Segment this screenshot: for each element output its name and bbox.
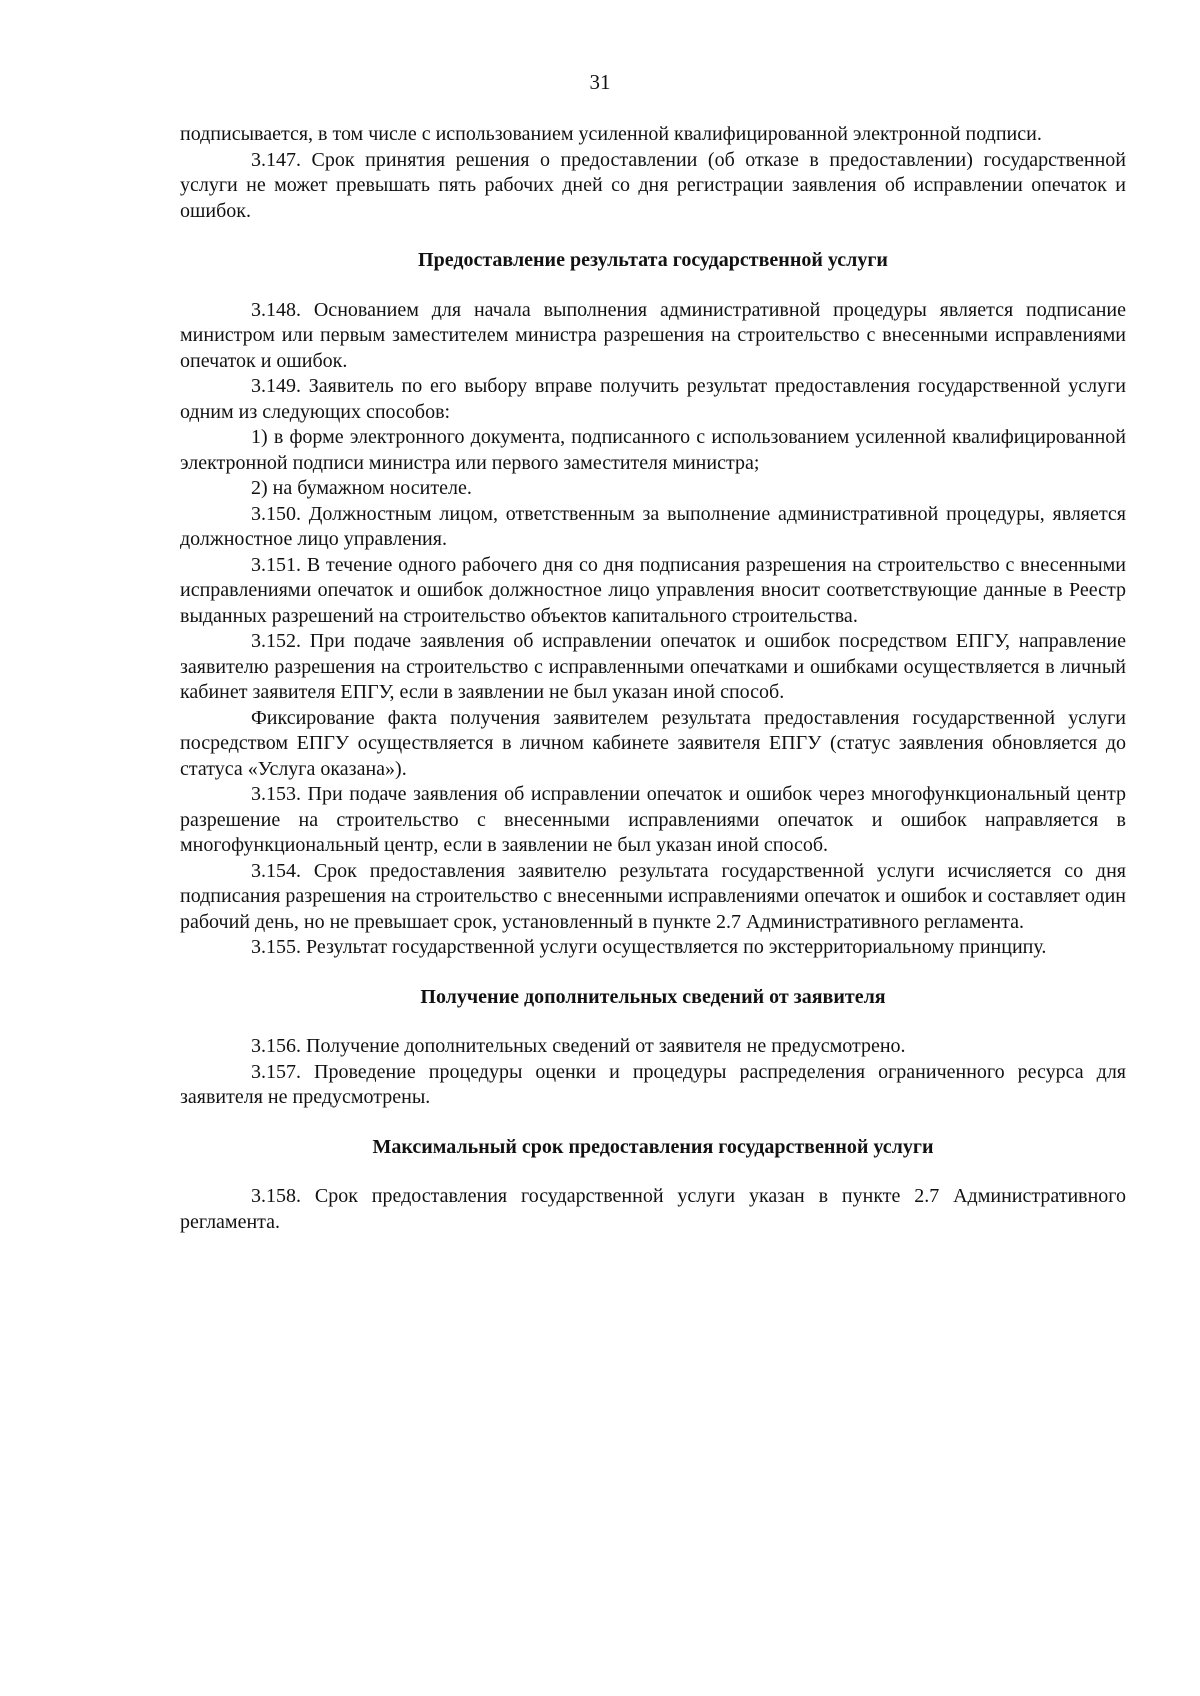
page-number: 31 [589, 70, 611, 94]
heading-max-term: Максимальный срок предоставления государственной услуги [372, 1135, 934, 1158]
heading-additional-info: Получение дополнительных сведений от заявителя [420, 985, 886, 1008]
document-body [180, 122, 1126, 1235]
paragraph-intro: подписывается, в том числе с использованием усиленной квалифицированной электронной подписи. [180, 123, 1042, 145]
paragraph-3-155: 3.155. Результат государственной услуги осуществляется по экстерриториальному принципу. [251, 936, 1047, 958]
paragraph-3-158: 3.158. Срок предоставления государственной услуги указан в пункте 2.7 Административного регламента. [180, 1185, 1126, 1233]
paragraph-3-154: 3.154. Срок предоставления заявителю результата государственной услуги исчисляется со дня подписания разрешения на строительство с внесенными исправлениями опечаток и ошибок и составляет один рабочий день, но не превышает срок, установленный в пункте 2.7 Административного регламента. [180, 859, 1126, 933]
paragraph-3-149-item-2: 2) на бумажном носителе. [251, 477, 472, 499]
paragraph-3-149-item-1: 1) в форме электронного документа, подписанного с использованием усиленной квалифицированной электронной подписи министра или первого заместителя министра; [180, 426, 1126, 474]
paragraph-3-148: 3.148. Основанием для начала выполнения административной процедуры является подписание министром или первым заместителем министра разрешения на строительство с внесенными исправлениями опечаток и ошибок. [180, 298, 1126, 372]
paragraph-3-157: 3.157. Проведение процедуры оценки и процедуры распределения ограниченного ресурса для заявителя не предусмотрены. [180, 1060, 1126, 1108]
paragraph-3-150: 3.150. Должностным лицом, ответственным за выполнение административной процедуры, является должностное лицо управления. [180, 502, 1126, 550]
paragraph-3-151: 3.151. В течение одного рабочего дня со дня подписания разрешения на строительство с внесенными исправлениями опечаток и ошибок должностное лицо управления вносит соответствующие данные в Реестр выданных разрешений на строительство объектов капитального строительства. [180, 553, 1126, 627]
paragraph-3-147: 3.147. Срок принятия решения о предоставлении (об отказе в предоставлении) государственной услуги не может превышать пять рабочих дней со дня регистрации заявления об исправлении опечаток и ошибок. [180, 148, 1126, 222]
paragraph-3-153: 3.153. При подаче заявления об исправлении опечаток и ошибок через многофункциональный центр разрешение на строительство с внесенными исправлениями опечаток и ошибок направляется в многофункциональный центр, если в заявлении не был указан иной способ. [180, 783, 1126, 856]
paragraph-3-149: 3.149. Заявитель по его выбору вправе получить результат предоставления государственной услуги одним из следующих способов: [180, 375, 1126, 423]
paragraph-fixation: Фиксирование факта получения заявителем результата предоставления государственной услуги посредством ЕПГУ осуществляется в личном кабинете заявителя ЕПГУ (статус заявления обновляется до статуса «Услуга оказана»). [180, 706, 1126, 780]
paragraph-3-156: 3.156. Получение дополнительных сведений от заявителя не предусмотрено. [251, 1035, 906, 1057]
heading-result-provision: Предоставление результата государственной услуги [418, 249, 888, 271]
paragraph-3-152: 3.152. При подаче заявления об исправлении опечаток и ошибок посредством ЕПГУ, направление заявителю разрешения на строительство с исправленными опечатками и ошибками осуществляется в личный кабинет заявителя ЕПГУ, если в заявлении не был указан иной способ. [180, 630, 1126, 703]
